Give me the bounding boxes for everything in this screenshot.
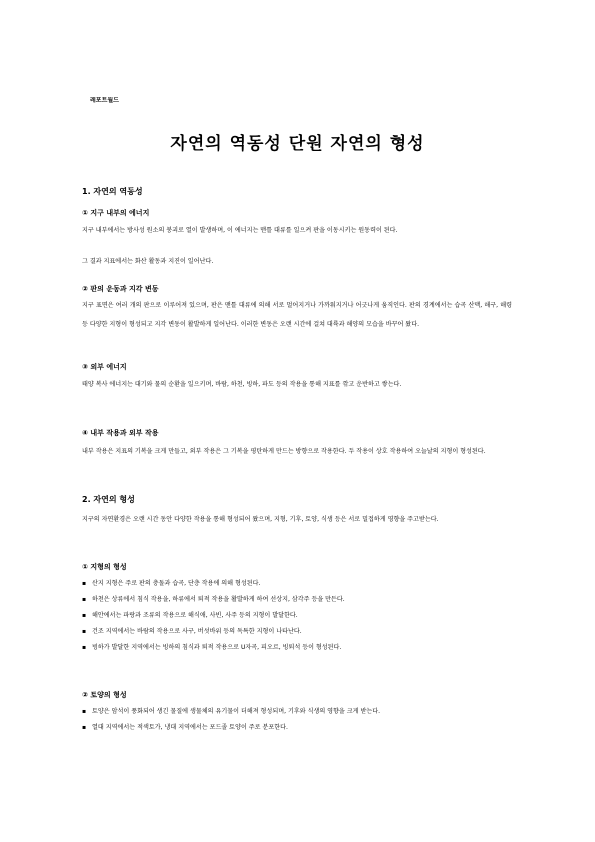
list-item: ▪ 산지 지형은 주로 판의 충돌과 습곡, 단층 작용에 의해 형성된다. [82,578,514,590]
bullet-icon: ▪ [82,708,87,715]
header-mark: 레포트월드 [90,97,119,104]
list-item: ▪ 토양은 암석이 풍화되어 생긴 물질에 생물체의 유기물이 더해져 형성되며, 기후와 식생의 영향을 크게 받는다. [82,706,514,718]
section-1-sub-2-title: ② 판의 운동과 지각 변동 [82,285,159,293]
section-1-sub-3-text: 태양 복사 에너지는 대기와 물의 순환을 일으키며, 바람, 하천, 빙하, 파도 등의 작용을 통해 지표를 깎고 운반하고 쌓는다. [82,381,402,388]
section-1-title: 1. 자연의 역동성 [82,187,143,196]
section-1-sub-4-text: 내부 작용은 지표의 기복을 크게 만들고, 외부 작용은 그 기복을 평탄하게 만드는 방향으로 작용한다. 두 작용이 상호 작용하여 오늘날의 지형이 형성된다. [82,448,486,455]
list-item: ▪ 해안에서는 파랑과 조류의 작용으로 해식애, 사빈, 사주 등의 지형이 발달한다. [82,610,514,622]
section-2-sub-2-title: ② 토양의 형성 [82,691,127,699]
section-1-sub-4-title: ④ 내부 작용과 외부 작용 [82,429,159,437]
bullet-icon: ▪ [82,580,87,587]
list-item: ▪ 열대 지역에서는 적색토가, 냉대 지역에서는 포드졸 토양이 주로 분포한다. [82,722,514,734]
bullet-icon: ▪ [82,612,87,619]
list-item: ▪ 하천은 상류에서 침식 작용을, 하류에서 퇴적 작용을 활발하게 하여 선상지, 삼각주 등을 만든다. [82,594,514,606]
bullet-icon: ▪ [82,644,87,651]
section-2-title: 2. 자연의 형성 [82,495,135,504]
section-2-intro: 지구의 자연환경은 오랜 시간 동안 다양한 작용을 통해 형성되어 왔으며, 지형, 기후, 토양, 식생 등은 서로 밀접하게 영향을 주고받는다. [82,516,439,523]
bullet-icon: ▪ [82,596,87,603]
document-title: 자연의 역동성 단원 자연의 형성 [170,134,425,154]
section-2-sub-1-list [82,578,514,658]
list-item: ▪ 건조 지역에서는 바람의 작용으로 사구, 버섯바위 등의 독특한 지형이 나타난다. [82,626,514,638]
list-item: ▪ 빙하가 발달한 지역에서는 빙하의 침식과 퇴적 작용으로 U자곡, 피오르, 빙퇴석 등이 형성된다. [82,642,514,654]
section-2-sub-2-list [82,706,514,738]
section-1-sub-3-title: ③ 외부 에너지 [82,363,127,371]
section-1-sub-1-line-2: 그 결과 지표에서는 화산 활동과 지진이 일어난다. [82,258,214,265]
section-1-sub-1-title: ① 지구 내부의 에너지 [82,209,150,217]
bullet-icon: ▪ [82,724,87,731]
section-1-sub-2-text: 지구 표면은 여러 개의 판으로 이루어져 있으며, 판은 맨틀 대류에 의해 서로 멀어지거나 가까워지거나 어긋나게 움직인다. 판의 경계에서는 습곡 산맥, 해구, 해령 등 다양한 지형이 형성되고 지각 변동이 활발하게 일어난다. 이러한 변동은 오랜 시간에 걸쳐 대륙과 해양의 모습을 바꾸어 왔다. [82,302,512,328]
section-1-sub-1-line-1: 지구 내부에서는 방사성 원소의 붕괴로 열이 발생하며, 이 에너지는 맨틀 대류를 일으켜 판을 이동시키는 원동력이 된다. [82,227,398,234]
section-2-sub-1-title: ① 지형의 형성 [82,563,127,571]
bullet-icon: ▪ [82,628,87,635]
